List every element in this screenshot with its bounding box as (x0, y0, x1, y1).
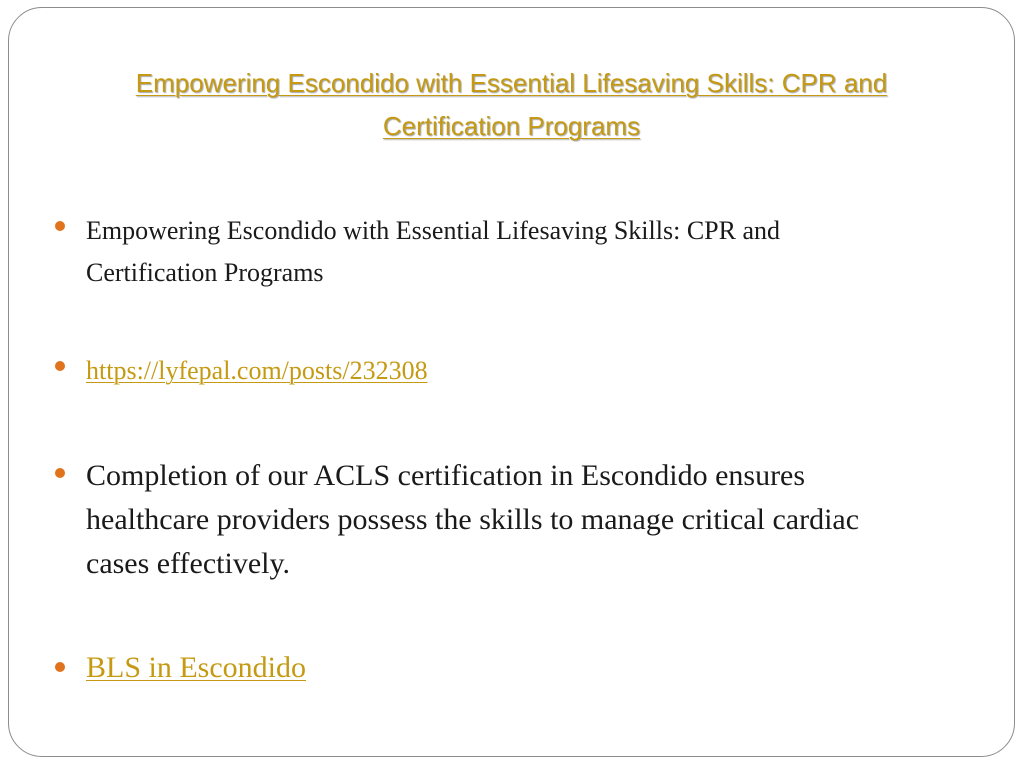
bullet-dot-icon (55, 221, 65, 231)
bullet-line: healthcare providers possess the skills to manage critical cardiac (86, 503, 860, 536)
bls-escondido-link[interactable]: BLS in Escondido (86, 651, 307, 684)
bullet-line: cases effectively. (86, 547, 291, 580)
bullet-line: Completion of our ACLS certification in Escondido ensures (86, 459, 806, 492)
bullet-dot-icon (55, 662, 65, 672)
bullet-text (86, 352, 966, 390)
lyfepal-post-link[interactable]: https://lyfepal.com/posts/232308 (86, 356, 428, 385)
bullet-dot-icon (55, 361, 65, 371)
bullet-line: Certification Programs (86, 258, 324, 287)
bullet-line: Empowering Escondido with Essential Lifesaving Skills: CPR and (86, 216, 781, 245)
slide-frame (8, 7, 1015, 757)
slide-title-line-1[interactable]: Empowering Escondido with Essential Lifesaving Skills: CPR and (135, 68, 888, 98)
bullet-text (86, 210, 966, 294)
slide-title-line-2[interactable]: Certification Programs (382, 111, 641, 141)
bullet-text (86, 648, 966, 688)
bullet-dot-icon (55, 468, 65, 478)
slide-title[interactable] (9, 62, 1014, 148)
bullet-text (86, 454, 966, 586)
